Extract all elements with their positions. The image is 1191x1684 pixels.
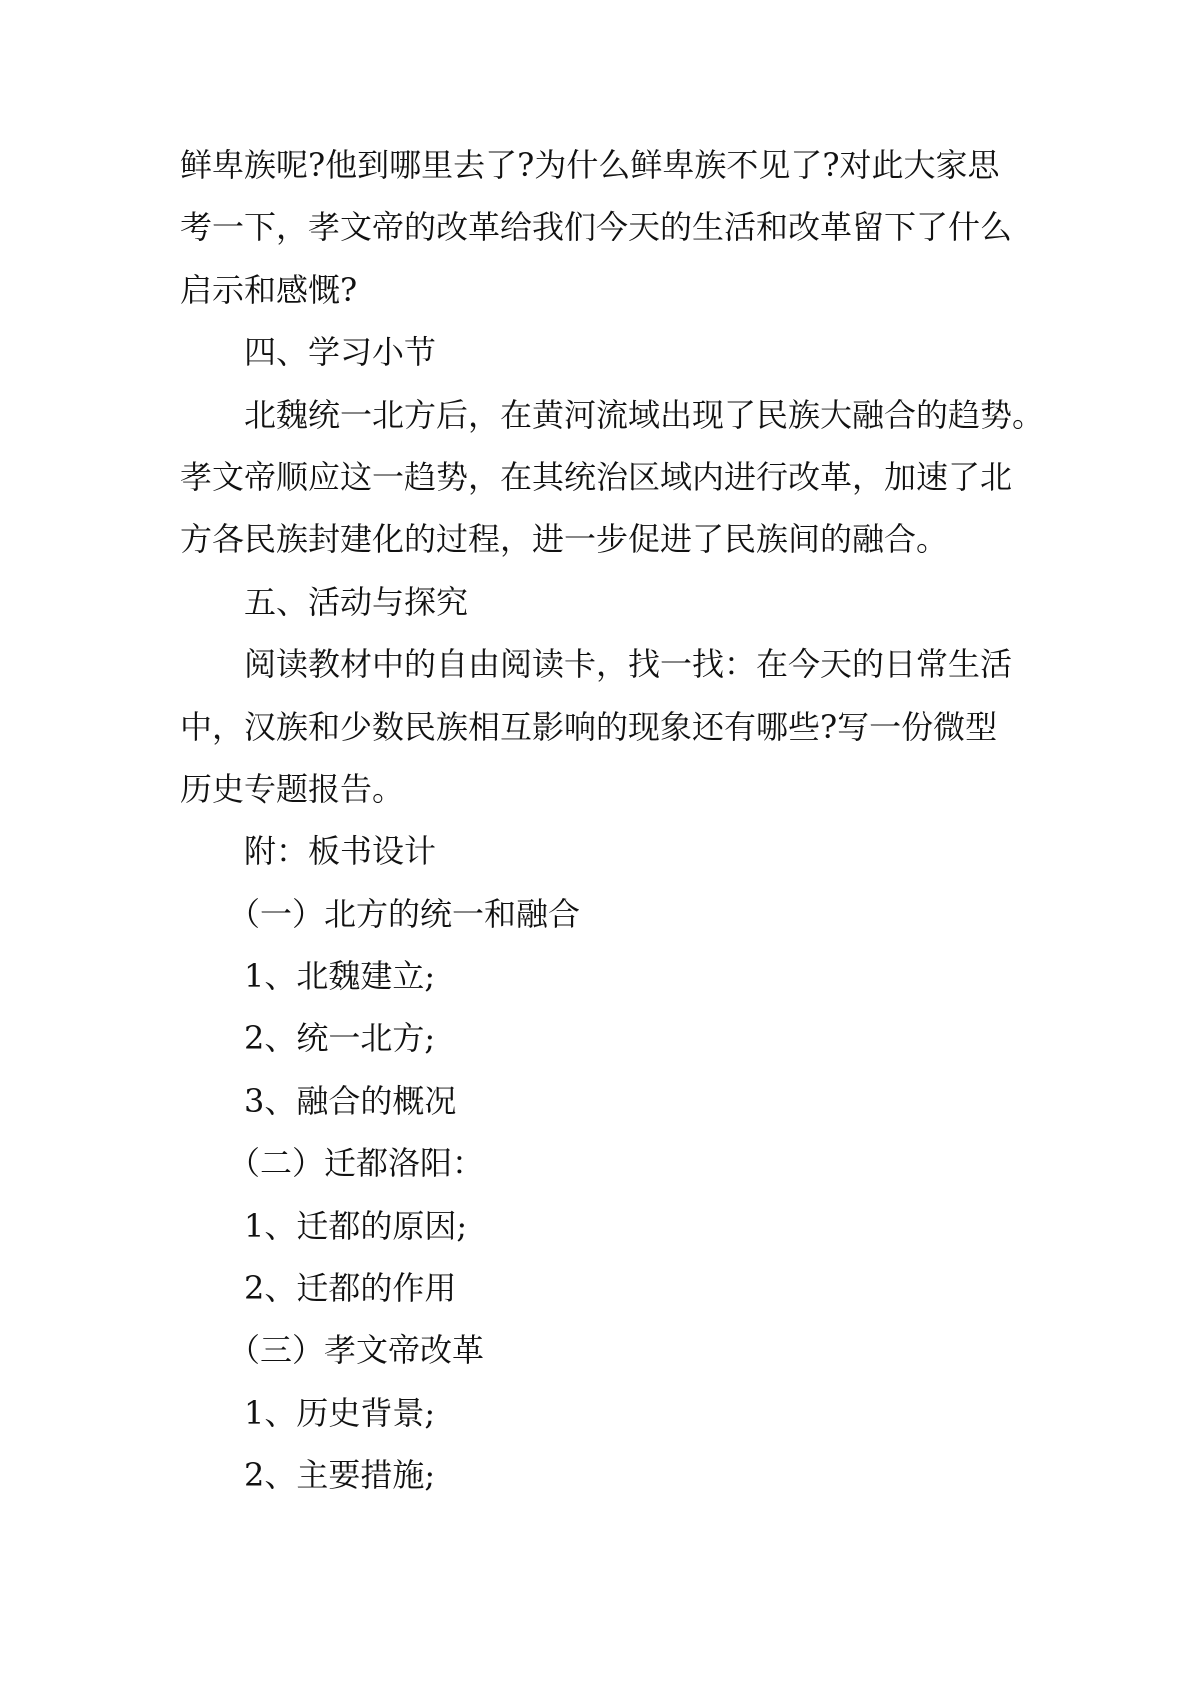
outline-heading: （二）迁都洛阳： [228,1144,485,1183]
outline-heading: （三）孝文帝改革 [228,1331,485,1370]
document-page [180,134,1045,1507]
text-line: 历史专题报告。 [180,769,405,808]
outline-heading: （一）北方的统一和融合 [228,894,581,933]
section-heading: 附：板书设计 [244,832,437,871]
text-line: 方各民族封建化的过程，进一步促进了民族间的融合。 [180,520,949,559]
outline-item: 3、融合的概况 [244,1081,457,1120]
text-line: 孝文帝顺应这一趋势，在其统治区域内进行改革，加速了北 [180,457,1013,496]
paragraph-start: 北魏统一北方后，在黄河流域出现了民族大融合的趋势。 [244,395,1045,434]
text-line: 启示和感慨? [180,270,358,309]
section-heading: 五、活动与探究 [244,582,469,621]
text-line: 鲜卑族呢?他到哪里去了?为什么鲜卑族不见了?对此大家思 [180,146,1000,184]
outline-item: 2、迁都的作用 [244,1269,457,1308]
outline-item: 1、历史背景; [244,1393,436,1432]
outline-item: 1、北魏建立; [244,957,436,996]
paragraph-start: 阅读教材中的自由阅读卡，找一找：在今天的日常生活 [244,645,1013,684]
outline-item: 2、主要措施; [244,1456,436,1495]
text-line: 中，汉族和少数民族相互影响的现象还有哪些?写一份微型 [180,707,998,746]
outline-item: 1、迁都的原因; [244,1206,468,1245]
text-line: 考一下，孝文帝的改革给我们今天的生活和改革留下了什么 [180,208,1013,247]
outline-item: 2、统一北方; [244,1019,436,1058]
section-heading: 四、学习小节 [244,333,437,372]
